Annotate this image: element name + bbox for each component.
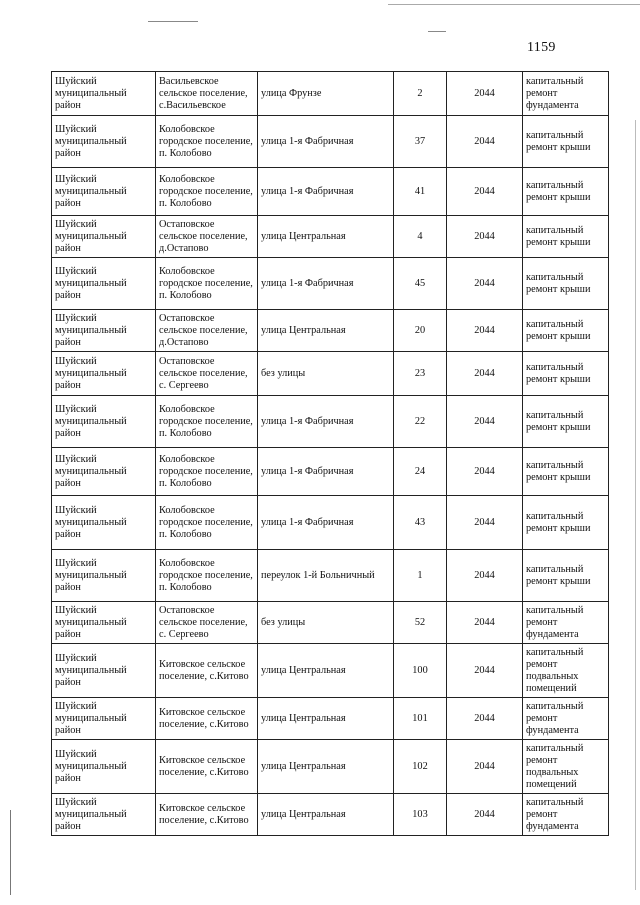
district-cell: Шуйский муниципальный район (52, 448, 156, 496)
district-cell: Шуйский муниципальный район (52, 396, 156, 448)
work-type-cell: капитальный ремонт крыши (523, 258, 609, 310)
year-cell: 2044 (447, 258, 523, 310)
page-number: 1159 (527, 40, 556, 55)
street-cell: улица 1-я Фабричная (258, 396, 394, 448)
district-cell: Шуйский муниципальный район (52, 740, 156, 794)
street-cell: улица 1-я Фабричная (258, 448, 394, 496)
table-row (52, 496, 609, 550)
table-row (52, 740, 609, 794)
work-type-cell: капитальный ремонт фундамента (523, 72, 609, 116)
district-cell: Шуйский муниципальный район (52, 310, 156, 352)
street-cell: улица Центральная (258, 310, 394, 352)
work-type-cell: капитальный ремонт крыши (523, 496, 609, 550)
street-cell: улица Центральная (258, 794, 394, 836)
table-row (52, 310, 609, 352)
house-number-cell: 23 (394, 352, 447, 396)
house-number-cell: 22 (394, 396, 447, 448)
house-number-cell: 2 (394, 72, 447, 116)
house-number-cell: 41 (394, 168, 447, 216)
street-cell: улица Центральная (258, 698, 394, 740)
table-row (52, 396, 609, 448)
table-row (52, 258, 609, 310)
year-cell: 2044 (447, 168, 523, 216)
district-cell: Шуйский муниципальный район (52, 496, 156, 550)
street-cell: улица Центральная (258, 740, 394, 794)
scan-artifact-right-edge (635, 120, 636, 890)
year-cell: 2044 (447, 740, 523, 794)
table-row (52, 602, 609, 644)
work-type-cell: капитальный ремонт фундамента (523, 602, 609, 644)
settlement-cell: Китовское сельское поселение, с.Китово (156, 740, 258, 794)
work-type-cell: капитальный ремонт крыши (523, 352, 609, 396)
year-cell: 2044 (447, 698, 523, 740)
district-cell: Шуйский муниципальный район (52, 550, 156, 602)
settlement-cell: Колобовское городское поселение, п. Колобово (156, 116, 258, 168)
street-cell: переулок 1-й Больничный (258, 550, 394, 602)
street-cell: улица Фрунзе (258, 72, 394, 116)
settlement-cell: Васильевское сельское поселение, с.Васильевское (156, 72, 258, 116)
house-number-cell: 24 (394, 448, 447, 496)
district-cell: Шуйский муниципальный район (52, 72, 156, 116)
year-cell: 2044 (447, 72, 523, 116)
work-type-cell: капитальный ремонт крыши (523, 396, 609, 448)
year-cell: 2044 (447, 448, 523, 496)
house-number-cell: 37 (394, 116, 447, 168)
year-cell: 2044 (447, 310, 523, 352)
house-number-cell: 52 (394, 602, 447, 644)
table-row (52, 72, 609, 116)
settlement-cell: Колобовское городское поселение, п. Колобово (156, 496, 258, 550)
settlement-cell: Остаповское сельское поселение, д.Остапово (156, 310, 258, 352)
work-type-cell: капитальный ремонт крыши (523, 550, 609, 602)
table-row (52, 644, 609, 698)
work-type-cell: капитальный ремонт фундамента (523, 794, 609, 836)
table-row (52, 116, 609, 168)
settlement-cell: Остаповское сельское поселение, д.Остапово (156, 216, 258, 258)
work-type-cell: капитальный ремонт крыши (523, 448, 609, 496)
street-cell: без улицы (258, 352, 394, 396)
district-cell: Шуйский муниципальный район (52, 352, 156, 396)
settlement-cell: Колобовское городское поселение, п. Колобово (156, 448, 258, 496)
district-cell: Шуйский муниципальный район (52, 644, 156, 698)
table-row (52, 168, 609, 216)
table-row (52, 698, 609, 740)
street-cell: улица 1-я Фабричная (258, 258, 394, 310)
house-number-cell: 100 (394, 644, 447, 698)
table-row (52, 794, 609, 836)
housing-repair-table (51, 71, 609, 836)
house-number-cell: 103 (394, 794, 447, 836)
district-cell: Шуйский муниципальный район (52, 698, 156, 740)
district-cell: Шуйский муниципальный район (52, 168, 156, 216)
settlement-cell: Китовское сельское поселение, с.Китово (156, 794, 258, 836)
table-body (52, 72, 609, 836)
year-cell: 2044 (447, 116, 523, 168)
work-type-cell: капитальный ремонт фундамента (523, 698, 609, 740)
work-type-cell: капитальный ремонт крыши (523, 310, 609, 352)
house-number-cell: 45 (394, 258, 447, 310)
house-number-cell: 1 (394, 550, 447, 602)
year-cell: 2044 (447, 396, 523, 448)
street-cell: без улицы (258, 602, 394, 644)
settlement-cell: Китовское сельское поселение, с.Китово (156, 698, 258, 740)
year-cell: 2044 (447, 352, 523, 396)
street-cell: улица Центральная (258, 644, 394, 698)
work-type-cell: капитальный ремонт подвальных помещений (523, 644, 609, 698)
table-row (52, 550, 609, 602)
year-cell: 2044 (447, 550, 523, 602)
scan-artifact-left-edge (10, 810, 11, 895)
house-number-cell: 102 (394, 740, 447, 794)
district-cell: Шуйский муниципальный район (52, 794, 156, 836)
year-cell: 2044 (447, 602, 523, 644)
table-row (52, 352, 609, 396)
house-number-cell: 20 (394, 310, 447, 352)
settlement-cell: Остаповское сельское поселение, с. Сергеево (156, 602, 258, 644)
settlement-cell: Колобовское городское поселение, п. Колобово (156, 168, 258, 216)
scan-artifact-top (148, 21, 198, 22)
settlement-cell: Китовское сельское поселение, с.Китово (156, 644, 258, 698)
street-cell: улица 1-я Фабричная (258, 496, 394, 550)
district-cell: Шуйский муниципальный район (52, 258, 156, 310)
settlement-cell: Остаповское сельское поселение, с. Сергеево (156, 352, 258, 396)
work-type-cell: капитальный ремонт крыши (523, 168, 609, 216)
year-cell: 2044 (447, 644, 523, 698)
house-number-cell: 4 (394, 216, 447, 258)
district-cell: Шуйский муниципальный район (52, 602, 156, 644)
table-row (52, 216, 609, 258)
scan-artifact-top-edge (388, 4, 640, 5)
settlement-cell: Колобовское городское поселение, п. Колобово (156, 258, 258, 310)
table-row (52, 448, 609, 496)
street-cell: улица 1-я Фабричная (258, 116, 394, 168)
scan-artifact-top-right (428, 31, 446, 32)
work-type-cell: капитальный ремонт крыши (523, 216, 609, 258)
house-number-cell: 43 (394, 496, 447, 550)
district-cell: Шуйский муниципальный район (52, 116, 156, 168)
settlement-cell: Колобовское городское поселение, п. Колобово (156, 550, 258, 602)
street-cell: улица 1-я Фабричная (258, 168, 394, 216)
street-cell: улица Центральная (258, 216, 394, 258)
year-cell: 2044 (447, 794, 523, 836)
year-cell: 2044 (447, 496, 523, 550)
year-cell: 2044 (447, 216, 523, 258)
work-type-cell: капитальный ремонт крыши (523, 116, 609, 168)
house-number-cell: 101 (394, 698, 447, 740)
work-type-cell: капитальный ремонт подвальных помещений (523, 740, 609, 794)
district-cell: Шуйский муниципальный район (52, 216, 156, 258)
settlement-cell: Колобовское городское поселение, п. Колобово (156, 396, 258, 448)
